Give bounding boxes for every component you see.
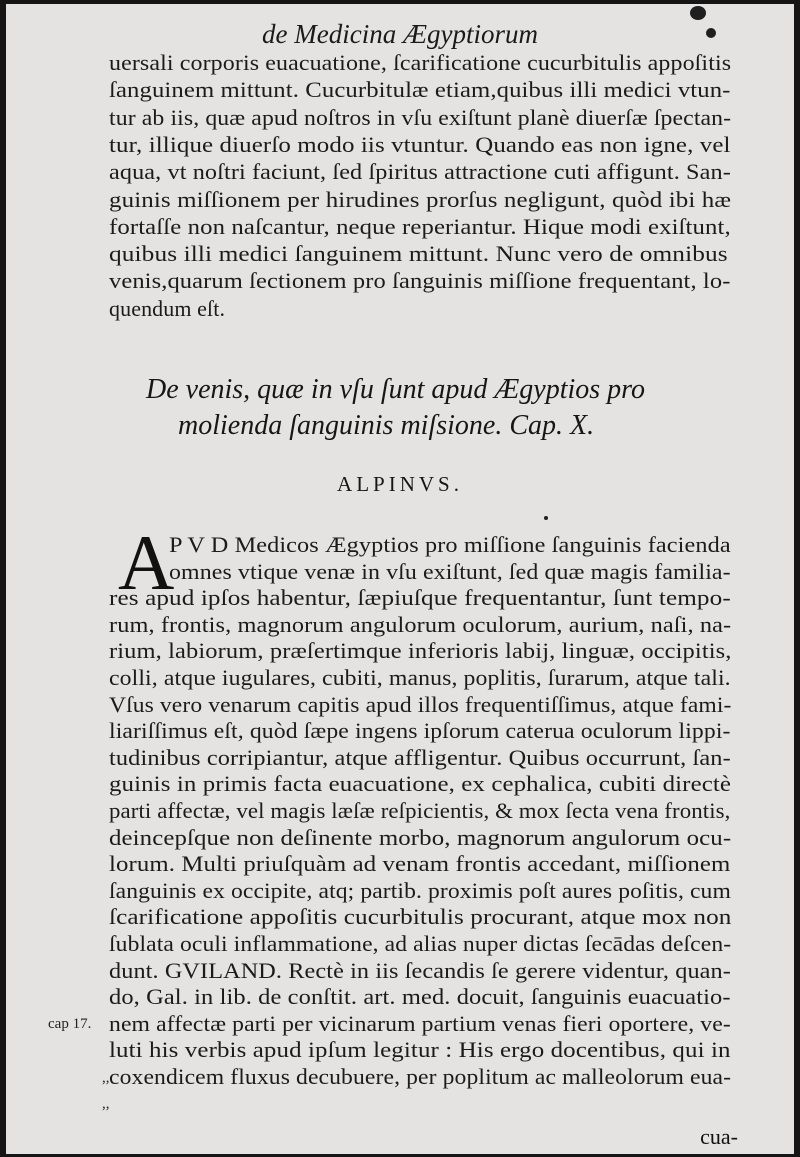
body-text-line: parti affectæ, vel magis læſæ reſpicientis, & mox ſecta vena frontis, — [109, 798, 731, 823]
running-header: de Medicina Ægyptiorum — [262, 19, 538, 49]
body-text-line: coxendicem fluxus decubuere, per poplitum ac malleolorum eua- — [109, 1064, 732, 1089]
body-text-line: omnes vtique venæ in vſu exiſtunt, ſed quæ magis familia- — [169, 558, 731, 584]
ink-blot — [690, 6, 706, 20]
book-page — [6, 4, 794, 1154]
body-text-line: colli, atque iugulares, cubiti, manus, poplitis, ſurarum, atque tali. — [109, 665, 731, 690]
chapter-heading-line: De venis, quæ in vſu ſunt apud Ægyptios pro — [146, 374, 646, 405]
author-heading: ALPINVS. — [337, 472, 463, 496]
text-line: uersali corporis euacuatione, ſcarificatione cucurbitulis appoſitis — [109, 50, 732, 75]
body-text-line: lorum. Multi priuſquàm ad venam frontis accedant, miſſionem — [109, 851, 731, 877]
chapter-heading-line: molienda ſanguinis miſsione. Cap. X. — [178, 410, 595, 441]
text-line: quibus illi medici ſanguinem mittunt. Nunc vero de omnibus — [109, 241, 728, 267]
quote-mark: ,, — [102, 1096, 110, 1112]
text-line: tur ab iis, quæ apud noſtros in vſu exiſtunt planè diuerſæ ſpectan- — [109, 104, 732, 130]
catchword: cua- — [700, 1124, 738, 1149]
text-line: tur, illique diuerſo modo iis vtuntur. Quando eas non igne, vel — [109, 131, 731, 157]
text-line: quendum eſt. — [109, 295, 226, 321]
margin-note: cap 17. — [48, 1016, 92, 1032]
body-text-line: do, Gal. in lib. de conſtit. art. med. docuit, ſanguinis euacuatio- — [109, 984, 731, 1010]
body-text-line: deincepſque non deſinente morbo, magnorum angulorum ocu- — [109, 824, 732, 850]
text-line: aqua, vt noſtri faciunt, ſed ſpiritus attractione cuti affigunt. San- — [109, 159, 731, 185]
drop-capital: A — [118, 519, 175, 606]
body-text-line: guinis in primis facta euacuatione, ex cephalica, cubiti directè — [109, 771, 732, 797]
body-text-line: ſcarificatione appoſitis cucurbitulis procurant, atque mox non — [109, 904, 732, 930]
text-line: guinis miſſionem per hirudines prorſus negligunt, quòd ibi hæ — [109, 186, 732, 212]
body-text-line: nem affectæ parti per vicinarum partium venas fieri oportere, ve- — [109, 1010, 731, 1036]
body-text-line: Vſus vero venarum capitis apud illos frequentiſſimus, atque fami- — [109, 691, 732, 717]
text-line: fortaſſe non naſcantur, neque reperiantur. Hique modi exiſtunt, — [109, 213, 731, 239]
text-line: venis,quarum ſectionem pro ſanguinis miſſione frequentant, lo- — [109, 268, 731, 294]
body-text-line: dunt. GVILAND. Rectè in iis ſecandis ſe gerere videntur, quan- — [109, 957, 731, 983]
body-text-line: ſanguinis ex occipite, atq; partib. proximis poſt aures poſitis, cum — [109, 877, 731, 903]
body-text-line: tudinibus corripiantur, atque affligentur. Quibus occurrunt, ſan- — [109, 744, 731, 770]
ink-blot — [544, 516, 548, 520]
text-line: ſanguinem mittunt. Cucurbitulæ etiam,quibus illi medici vtun- — [109, 77, 731, 103]
body-text-line: luti his verbis apud ipſum legitur : His ergo docentibus, qui in — [109, 1037, 731, 1063]
quote-mark: ,, — [102, 1070, 110, 1086]
body-text-line: ſublata oculi inflammatione, ad alias nuper dictas ſecādas deſcen- — [109, 931, 732, 956]
body-text-line: res apud ipſos habentur, ſæpiuſque frequentantur, ſunt tempo- — [109, 585, 731, 611]
body-text-line: liariſſimus eſt, quòd ſæpe ingens ipſorum caterua oculorum lippi- — [109, 718, 731, 744]
body-text-line: rium, labiorum, præſertimque inferioris labij, linguæ, occipitis, — [109, 638, 732, 664]
body-text-line: rum, frontis, magnorum angulorum oculorum, aurium, naſi, na- — [109, 611, 732, 637]
body-text-line: P V D Medicos Ægyptios pro miſſione ſanguinis facienda — [169, 532, 731, 557]
